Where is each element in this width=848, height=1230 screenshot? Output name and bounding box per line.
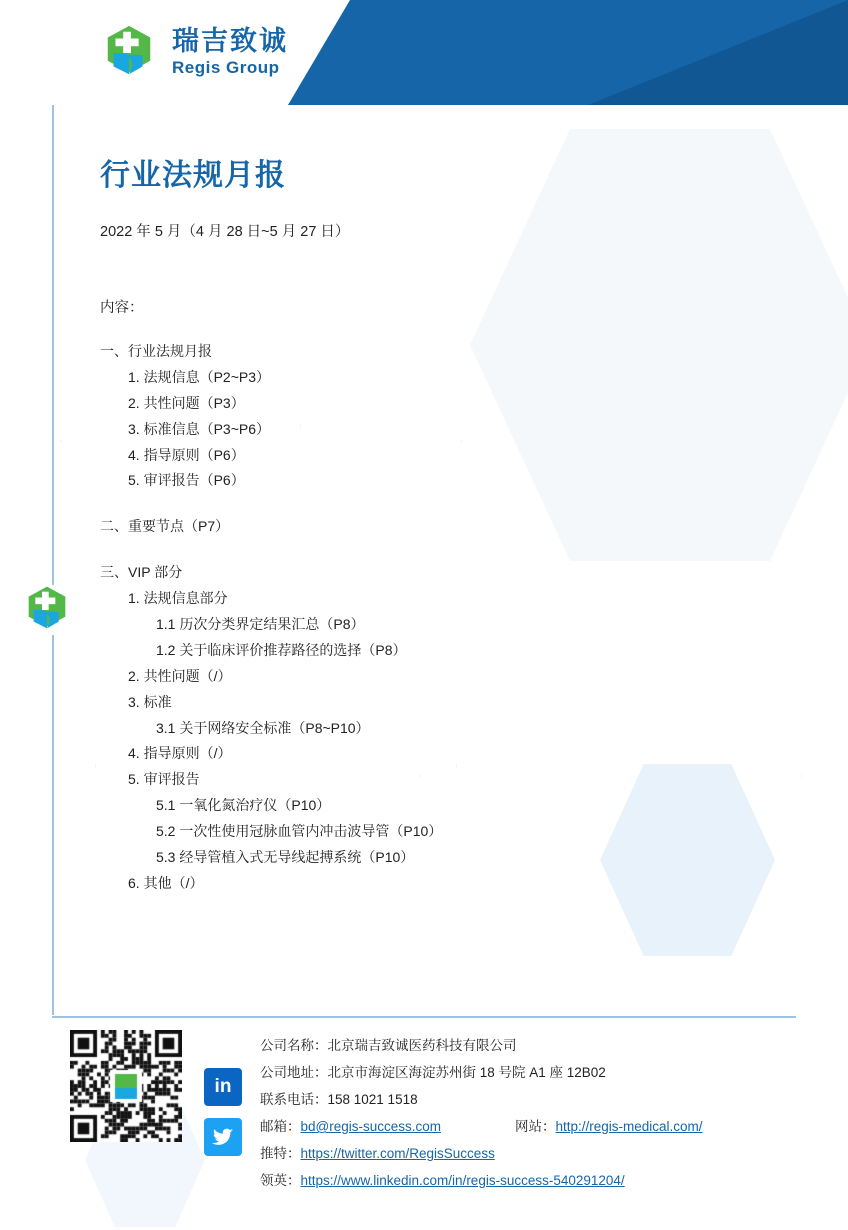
qr-code-icon <box>70 1030 182 1142</box>
toc-item[interactable]: 5. 审评报告（P6） <box>128 472 245 489</box>
side-logo-icon <box>22 585 72 635</box>
toc-item[interactable]: 6. 其他（/） <box>128 874 204 891</box>
company-address-label: 公司地址： <box>260 1065 328 1080</box>
toc-item[interactable]: 1. 法规信息部分 <box>128 590 228 607</box>
social-buttons <box>204 1030 242 1194</box>
linkedin-link[interactable]: https://www.linkedin.com/in/regis-success-540291204/ <box>300 1173 625 1188</box>
footer-divider <box>52 1016 796 1018</box>
brand-logo <box>100 24 288 82</box>
company-phone-row <box>260 1086 703 1113</box>
toc-item[interactable]: 2. 共性问题（/） <box>128 667 232 684</box>
toc-item[interactable]: 3. 标准信息（P3~P6） <box>128 420 270 437</box>
company-address-value: 北京市海淀区海淀苏州街 18 号院 A1 座 12B02 <box>327 1065 606 1080</box>
toc-item[interactable]: 5.3 经导管植入式无导线起搏系统（P10） <box>156 849 415 866</box>
toc-item[interactable]: 3.1 关于网络安全标准（P8~P10） <box>156 719 370 736</box>
twitter-link[interactable]: https://twitter.com/RegisSuccess <box>300 1146 495 1161</box>
page-header <box>0 0 848 105</box>
toc-item[interactable]: 4. 指导原则（/） <box>128 745 232 762</box>
toc-item[interactable]: 1.1 历次分类界定结果汇总（P8） <box>156 616 365 633</box>
toc-item[interactable]: 2. 共性问题（P3） <box>128 394 245 411</box>
email-website-row <box>260 1113 703 1140</box>
company-phone-label: 联系电话： <box>260 1092 328 1107</box>
website-label: 网站： <box>515 1119 556 1134</box>
company-phone-value: 158 1021 1518 <box>327 1092 418 1107</box>
brand-name-en: Regis Group <box>172 57 280 77</box>
toc-item[interactable]: 5.2 一次性使用冠脉血管内冲击波导管（P10） <box>156 823 443 840</box>
table-of-contents <box>100 339 788 897</box>
email-label: 邮箱： <box>260 1119 301 1134</box>
twitter-row <box>260 1140 703 1167</box>
document-body <box>0 105 848 897</box>
company-name-row <box>260 1032 703 1059</box>
toc-item[interactable]: 1.2 关于临床评价推荐路径的选择（P8） <box>156 641 407 658</box>
toc-item[interactable]: 三、VIP 部分 <box>100 564 183 581</box>
website-link[interactable]: http://regis-medical.com/ <box>555 1119 703 1134</box>
toc-item[interactable]: 3. 标准 <box>128 693 172 710</box>
toc-item[interactable]: 4. 指导原则（P6） <box>128 446 245 463</box>
linkedin-label: 领英： <box>260 1173 301 1188</box>
toc-item[interactable]: 5. 审评报告 <box>128 771 200 788</box>
company-name-value: 北京瑞吉致诚医药科技有限公司 <box>327 1038 517 1053</box>
brand-name-cn: 瑞吉致诚 <box>172 26 288 57</box>
twitter-icon[interactable] <box>204 1118 242 1156</box>
toc-heading: 内容： <box>100 300 144 316</box>
linkedin-icon[interactable]: in <box>204 1068 242 1106</box>
toc-item[interactable]: 5.1 一氧化氮治疗仪（P10） <box>156 797 331 814</box>
toc-item[interactable]: 一、行业法规月报 <box>100 343 212 359</box>
page-title: 行业法规月报 <box>100 159 286 192</box>
company-name-label: 公司名称： <box>260 1038 328 1053</box>
company-address-row <box>260 1059 703 1086</box>
report-period: 2022 年 5 月（4 月 28 日~5 月 27 日） <box>100 224 350 240</box>
email-link[interactable]: bd@regis-success.com <box>300 1119 441 1134</box>
company-contact-info <box>260 1030 703 1194</box>
toc-item[interactable]: 二、重要节点（P7） <box>100 518 230 535</box>
brand-logo-text <box>172 27 288 79</box>
toc-item[interactable]: 1. 法规信息（P2~P3） <box>128 368 270 385</box>
regis-r-logo-icon <box>100 24 158 82</box>
twitter-label: 推特： <box>260 1146 301 1161</box>
linkedin-row <box>260 1167 703 1194</box>
page-footer <box>52 1030 812 1194</box>
